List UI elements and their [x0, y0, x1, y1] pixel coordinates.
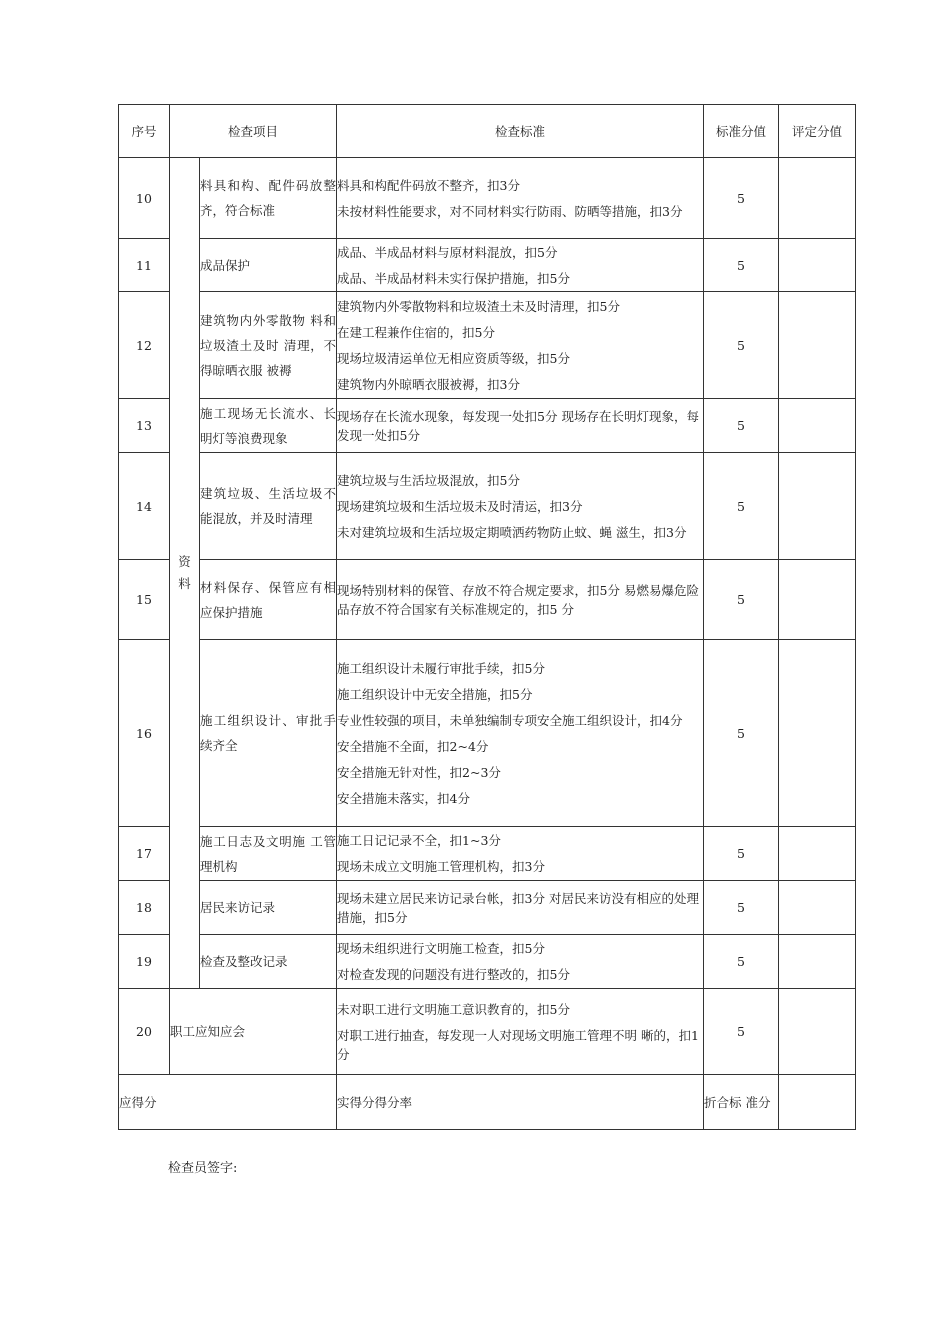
row-score: 5 [704, 158, 779, 239]
category-cell [170, 158, 200, 989]
row-item: 职工应知应会 [170, 989, 337, 1075]
row-item: 成品保护 [200, 239, 337, 292]
criteria-line: 现场垃圾清运单位无相应资质等级，扣5分 [337, 350, 570, 366]
row-item: 材料保存、保管应有相应保护措施 [200, 560, 337, 640]
row-eval-cell [779, 640, 856, 827]
row-score: 5 [704, 640, 779, 827]
criteria-line: 安全措施未落实，扣4分 [337, 790, 470, 806]
row-eval-cell [779, 935, 856, 989]
row-criteria [337, 935, 704, 989]
row-seq: 18 [119, 881, 170, 935]
criteria-line: 现场未建立居民来访记录台帐，扣3分 对居民来访没有相应的处理措施，扣5分 [337, 890, 699, 925]
criteria-line: 建筑物内外零散物料和垃圾渣土未及时清理，扣5分 [337, 298, 620, 314]
criteria-line: 安全措施无针对性，扣2~3分 [337, 764, 501, 780]
inspector-signature-label: 检查员签字: [168, 1161, 238, 1176]
criteria-line: 施工日记记录不全，扣1~3分 [337, 833, 501, 848]
header-eval-score: 评定分值 [779, 105, 856, 158]
criteria-line: 未按材料性能要求，对不同材料实行防雨、防晒等措施，扣3分 [337, 203, 683, 219]
table-row [119, 239, 856, 292]
footer-yingde: 应得分 [119, 1075, 337, 1130]
criteria-line: 对职工进行抽查，每发现一人对现场文明施工管理不明 晰的，扣1分 [337, 1027, 699, 1062]
row-score: 5 [704, 881, 779, 935]
criteria-line: 建筑物内外晾晒衣服被褥，扣3分 [337, 376, 520, 392]
row-item: 建筑物内外零散物 料和垃圾渣土及时 清理，不得晾晒衣服 被褥 [200, 292, 337, 399]
row-eval-cell [779, 399, 856, 453]
row-item: 检查及整改记录 [200, 935, 337, 989]
row-seq: 15 [119, 560, 170, 640]
table-row [119, 640, 856, 827]
row-eval-cell [779, 560, 856, 640]
row-eval-cell [779, 827, 856, 881]
header-item: 检查项目 [170, 105, 337, 158]
criteria-line: 现场存在长流水现象，每发现一处扣5分 现场存在长明灯现象，每发现一处扣5分 [337, 408, 699, 443]
criteria-line: 未对建筑垃圾和生活垃圾定期喷洒药物防止蚊、蝇 滋生，扣3分 [337, 524, 687, 540]
row-item: 施工组织设计、审批手续齐全 [200, 640, 337, 827]
criteria-line: 现场特别材料的保管、存放不符合规定要求，扣5分 易燃易爆危险品存放不符合国家有关标准规定的，扣5 分 [337, 582, 699, 617]
footer-empty-cell [779, 1075, 856, 1130]
row-score: 5 [704, 453, 779, 560]
criteria-line: 在建工程兼作住宿的，扣5分 [337, 324, 495, 340]
row-eval-cell [779, 881, 856, 935]
table-row [119, 881, 856, 935]
row-criteria [337, 292, 704, 399]
footer-row [119, 1075, 856, 1130]
row-eval-cell [779, 453, 856, 560]
row-seq: 16 [119, 640, 170, 827]
row-criteria [337, 881, 704, 935]
row-score: 5 [704, 239, 779, 292]
header-row [119, 105, 856, 158]
row-score: 5 [704, 935, 779, 989]
criteria-line: 现场建筑垃圾和生活垃圾未及时清运，扣3分 [337, 498, 583, 514]
row-seq: 17 [119, 827, 170, 881]
row-seq: 13 [119, 399, 170, 453]
row-item: 施工现场无长流水、长明灯等浪费现象 [200, 399, 337, 453]
row-item: 居民来访记录 [200, 881, 337, 935]
header-std-score: 标准分值 [704, 105, 779, 158]
inspection-table [118, 104, 856, 1130]
row-criteria [337, 640, 704, 827]
row-criteria [337, 158, 704, 239]
row-seq: 11 [119, 239, 170, 292]
criteria-line: 未对职工进行文明施工意识教育的，扣5分 [337, 1001, 570, 1017]
criteria-line: 建筑垃圾与生活垃圾混放，扣5分 [337, 472, 520, 488]
table-row [119, 560, 856, 640]
footer-shide: 实得分得分率 [337, 1075, 704, 1130]
footer-zhehe: 折合标 准分 [704, 1075, 779, 1130]
row-score: 5 [704, 292, 779, 399]
criteria-line: 现场未组织进行文明施工检查，扣5分 [337, 941, 545, 956]
table-row [119, 453, 856, 560]
row-criteria [337, 560, 704, 640]
criteria-line: 料具和构配件码放不整齐，扣3分 [337, 177, 520, 193]
criteria-line: 施工组织设计中无安全措施，扣5分 [337, 686, 533, 702]
criteria-line: 成品、半成品材料未实行保护措施，扣5分 [337, 270, 570, 286]
row-criteria [337, 399, 704, 453]
row-eval-cell [779, 239, 856, 292]
criteria-line: 施工组织设计未履行审批手续，扣5分 [337, 660, 545, 676]
table-row [119, 399, 856, 453]
table-row [119, 827, 856, 881]
criteria-line: 安全措施不全面，扣2~4分 [337, 738, 489, 754]
criteria-line: 现场未成立文明施工管理机构，扣3分 [337, 859, 545, 874]
table-row [119, 989, 856, 1075]
row-score: 5 [704, 989, 779, 1075]
row-item: 施工日志及文明施 工管理机构 [200, 827, 337, 881]
row-criteria [337, 239, 704, 292]
row-seq: 12 [119, 292, 170, 399]
header-standard: 检查标准 [337, 105, 704, 158]
table-row [119, 935, 856, 989]
row-eval-cell [779, 158, 856, 239]
criteria-line: 专业性较强的项目，未单独编制专项安全施工组织设计，扣4分 [337, 712, 683, 728]
criteria-line: 对检查发现的问题没有进行整改的，扣5分 [337, 967, 570, 982]
table-row [119, 158, 856, 239]
row-criteria [337, 827, 704, 881]
row-score: 5 [704, 827, 779, 881]
row-criteria [337, 989, 704, 1075]
row-criteria [337, 453, 704, 560]
row-seq: 14 [119, 453, 170, 560]
row-score: 5 [704, 560, 779, 640]
row-eval-cell [779, 292, 856, 399]
row-seq: 19 [119, 935, 170, 989]
row-seq: 10 [119, 158, 170, 239]
header-seq: 序号 [119, 105, 170, 158]
row-score: 5 [704, 399, 779, 453]
row-seq: 20 [119, 989, 170, 1075]
category-label: 资料 [178, 554, 191, 591]
row-item: 建筑垃圾、生活垃圾不能混放，并及时清理 [200, 453, 337, 560]
criteria-line: 成品、半成品材料与原材料混放，扣5分 [337, 244, 558, 260]
table-row [119, 292, 856, 399]
row-eval-cell [779, 989, 856, 1075]
row-item: 料具和构、配件码放整齐，符合标准 [200, 158, 337, 239]
